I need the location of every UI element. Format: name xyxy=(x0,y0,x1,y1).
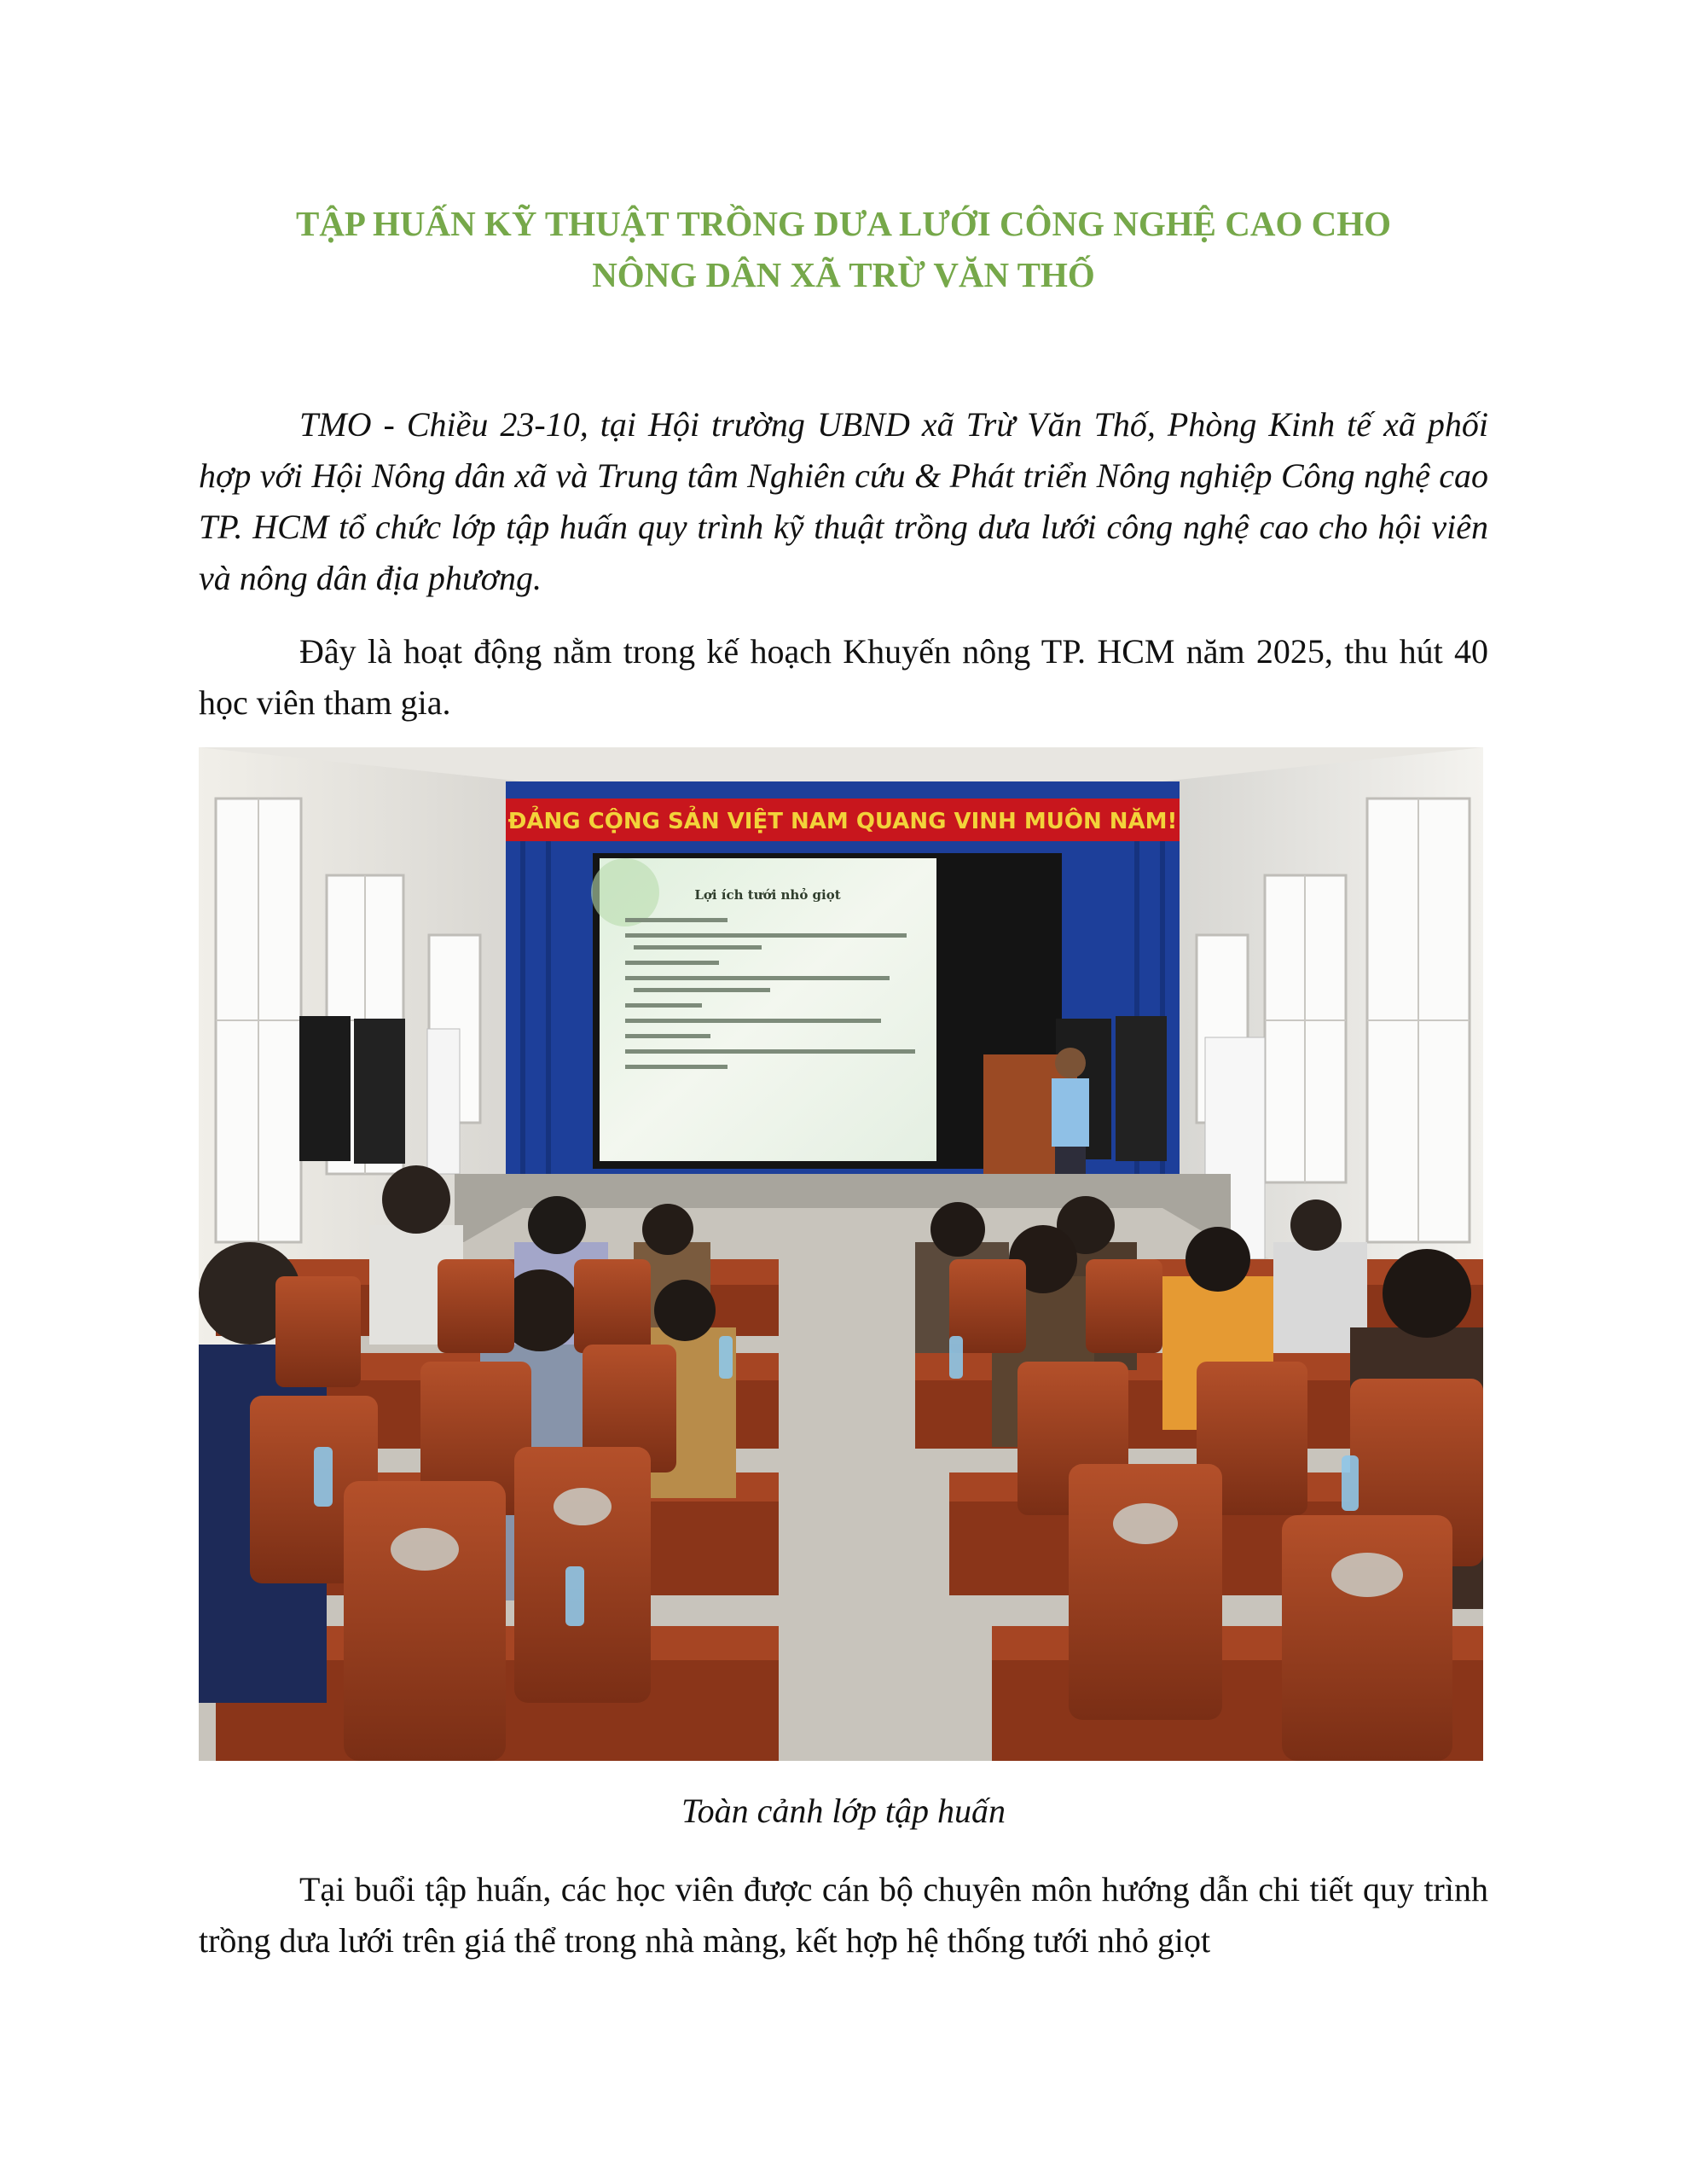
stage-banner-text: ĐẢNG CỘNG SẢN VIỆT NAM QUANG VINH MUÔN NĂM! xyxy=(507,809,1178,834)
body-paragraph-2 xyxy=(199,626,1488,729)
training-class-photo xyxy=(199,747,1483,1761)
lead-paragraph-text: TMO - Chiều 23-10, tại Hội trường UBND xã Trừ Văn Thố, Phòng Kinh tế xã phối hợp với Hội Nông dân xã và Trung tâm Nghiên cứu & Phát triển Nông nghiệp Công nghệ cao TP. HCM tổ chức lớp tập huấn quy trình kỹ thuật trồng dưa lưới công nghệ cao cho hội viên và nông dân địa phương. xyxy=(199,405,1488,597)
body-paragraph-3-text: Tại buổi tập huấn, các học viên được cán bộ chuyên môn hướng dẫn chi tiết quy trình trồng dưa lưới trên giá thể trong nhà màng, kết hợp hệ thống tưới nhỏ giọt xyxy=(199,1870,1488,1960)
article-title xyxy=(199,198,1488,300)
slide-title: Lợi ích tưới nhỏ giọt xyxy=(694,887,841,903)
title-line-2: NÔNG DÂN XÃ TRỪ VĂN THỐ xyxy=(592,255,1095,294)
photo-caption: Toàn cảnh lớp tập huấn xyxy=(681,1792,1006,1830)
body-paragraph-2-text: Đây là hoạt động nằm trong kế hoạch Khuyến nông TP. HCM năm 2025, thu hút 40 học viên tham gia. xyxy=(199,632,1488,722)
photo-illustration xyxy=(199,747,1483,1761)
title-line-1: TẬP HUẤN KỸ THUẬT TRỒNG DƯA LƯỚI CÔNG NGHỆ CAO CHO xyxy=(295,204,1392,243)
body-paragraph-3 xyxy=(199,1864,1488,1966)
lead-paragraph xyxy=(199,399,1488,604)
